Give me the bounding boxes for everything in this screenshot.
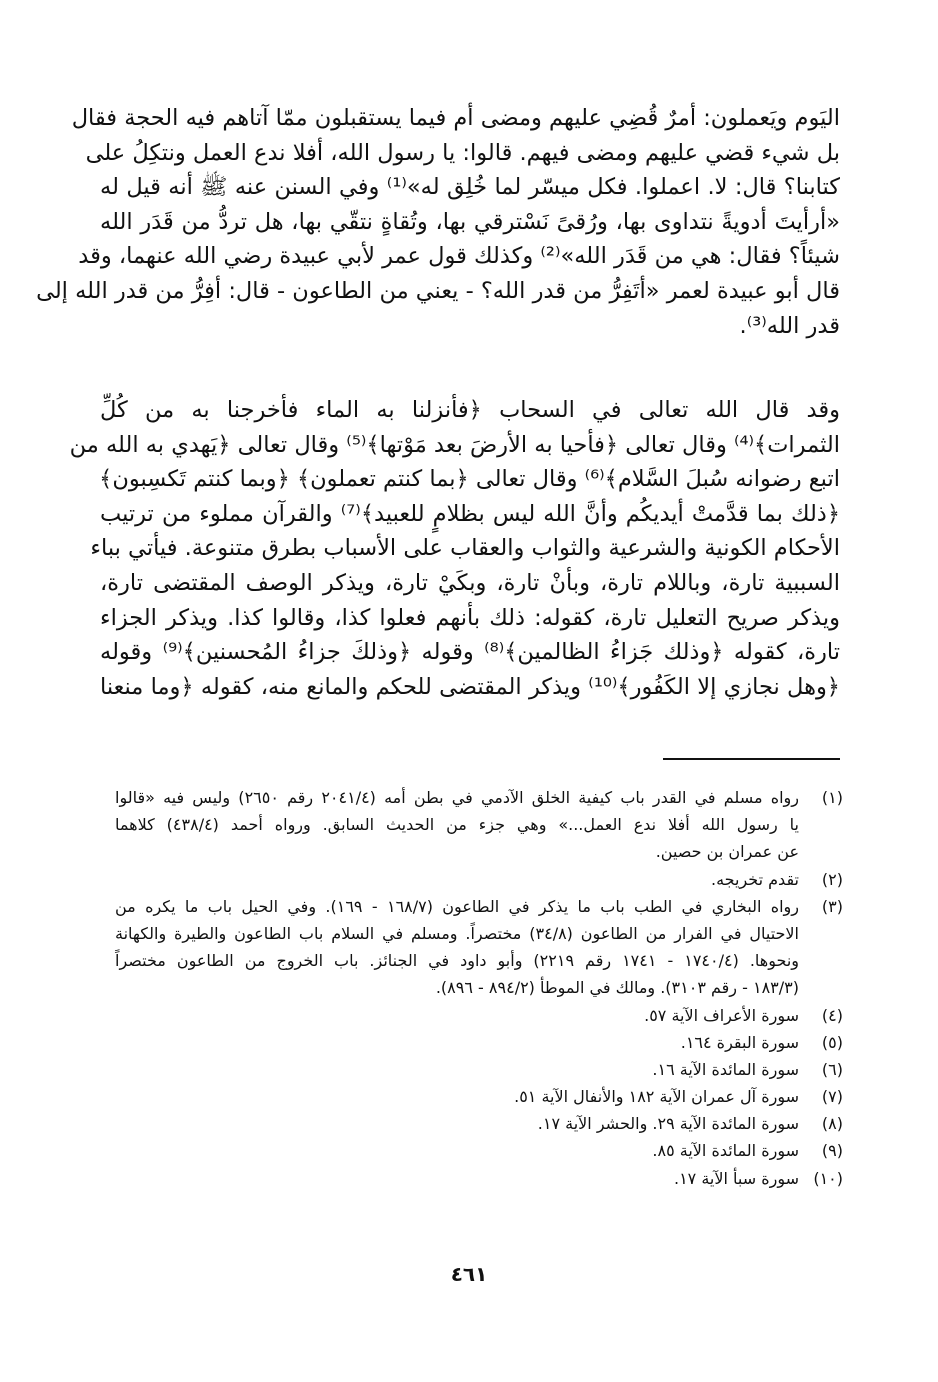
body-paragraph-1 bbox=[36, 101, 840, 343]
text-line: ويذكر صريح التعليل تارة، كقوله: ذلك بأنهم فعلوا كذا، وقالوا كذا. ويذكر الجزاء bbox=[100, 604, 840, 631]
footnote-line: سورة الأعراف الآية ٥٧. bbox=[644, 1005, 799, 1025]
footnote-line: ونحوها. (١٧٤٠/٤ - ١٧٤١ رقم ٢٢١٩) وأبو داود في الجنائز. باب الخروج من الطاعون مختصراً bbox=[115, 951, 800, 971]
text-line: قال أبو عبيدة لعمر «أتَفِرُّ من قدر الله؟ - يعني من الطاعون - قال: أفِرُّ من قدر الله إلى bbox=[36, 277, 840, 304]
text-line: الأحكام الكونية والشرعية والثواب والعقاب على الأسباب بطرق متنوعة. فيأتي بباء bbox=[90, 535, 840, 562]
text-line: اليَوم ويَعملون: أمرٌ قُضِي عليهم ومضى أم فيما يستقبلون ممّا آتاهم فيه الحجة فقال bbox=[71, 105, 840, 131]
text-line: اتبع رضوانه سُبلَ السَّلام﴾⁽⁶⁾ وقال تعالى ﴿بما كنتم تعملون﴾ ﴿وبما كنتم تَكسِبون﴾ bbox=[99, 466, 840, 493]
footnote-number: (٧) bbox=[821, 1087, 843, 1107]
text-line: بل شيء قضي عليهم ومضى فيهم. قالوا: يا رسول الله، أفلا ندع العمل ونتكِلُ على bbox=[85, 139, 840, 166]
footnote-line: يا رسول الله أفلا ندع العمل...» وهي جزء من الحديث السابق. ورواه أحمد (٤٣٨/٤) كلاهما bbox=[115, 815, 799, 835]
footnote-1 bbox=[115, 784, 843, 866]
footnote-line: سورة المائدة الآية ٨٥. bbox=[652, 1141, 799, 1161]
footnote-number: (٣) bbox=[821, 896, 843, 916]
footnote-number: (٦) bbox=[821, 1059, 843, 1079]
footnote-line: سورة المائدة الآية ٢٩. والحشر الآية ١٧. bbox=[537, 1114, 799, 1134]
text-line: ﴿ذلك بما قدَّمتْ أيديكُم وأنَّ الله ليس بظلامٍ للعبيد﴾⁽⁷⁾ والقرآن مملوء من ترتيب bbox=[100, 500, 840, 527]
footnote-3 bbox=[115, 893, 843, 1002]
footnote-number: (٥) bbox=[821, 1032, 843, 1052]
text-line: ﴿وهل نجازي إلا الكَفُور﴾⁽¹⁰⁾ ويذكر المقتضى للحكم والمانع منه، كقوله ﴿وما منعنا bbox=[100, 673, 840, 700]
footnote-number: (١) bbox=[821, 788, 843, 807]
page-number: ٤٦١ bbox=[450, 1262, 488, 1286]
text-line: قدر الله⁽³⁾. bbox=[739, 312, 840, 339]
footnote-9 bbox=[115, 1137, 843, 1164]
footnote-number: (٢) bbox=[821, 869, 843, 889]
footnote-separator bbox=[663, 758, 840, 760]
text-line: السببية تارة، وباللام تارة، وبأنْ تارة، وبكَيْ تارة، ويذكر الوصف المقتضى تارة، bbox=[100, 569, 840, 596]
footnote-number: (١٠) bbox=[813, 1168, 843, 1188]
footnote-10 bbox=[115, 1165, 843, 1192]
footnote-line: تقدم تخريجه. bbox=[711, 869, 799, 889]
footnote-number: (٤) bbox=[821, 1005, 843, 1025]
footnote-line: الاحتيال في الفرار من الطاعون (٣٤/٨) مختصراً. ومسلم في السلام باب الطاعون والطيرة والكهانة bbox=[115, 923, 799, 943]
footnote-line: سورة البقرة ١٦٤. bbox=[680, 1032, 799, 1052]
footnote-number: (٩) bbox=[821, 1141, 843, 1161]
footnote-line: سورة المائدة الآية ١٦. bbox=[652, 1059, 799, 1079]
footnote-5 bbox=[115, 1029, 843, 1056]
footnote-line: (١٨٣/٣ - رقم ٣١٠٣). ومالك في الموطأ (٨٩٤/٢ - ٨٩٦). bbox=[435, 978, 799, 998]
text-line: وقد قال الله تعالى في السحاب ﴿فأنزلنا به الماء فأخرجنا به من كُلِّ bbox=[100, 397, 840, 423]
footnote-6 bbox=[115, 1056, 843, 1083]
text-line: «أرأيتَ أدويةً نتداوى بها، ورُقىً نَسْترقي بها، وتُقاةٍ نتقّي بها، هل تردُّ من قَدَر الله bbox=[100, 208, 840, 235]
footnote-7 bbox=[115, 1083, 843, 1110]
body-paragraph-2 bbox=[69, 393, 840, 704]
footnotes bbox=[115, 784, 843, 1192]
footnote-2 bbox=[115, 866, 843, 893]
text-line: تارة، كقوله ﴿وذلك جَزاءُ الظالمين﴾⁽⁸⁾ وقوله ﴿وذلكَ جزاءُ المُحسنين﴾⁽⁹⁾ وقوله bbox=[100, 639, 840, 666]
text-line: الثمرات﴾⁽⁴⁾ وقال تعالى ﴿فأحيا به الأرضَ بعد مَوْتها﴾⁽⁵⁾ وقال تعالى ﴿يَهدي به الله من bbox=[69, 431, 840, 458]
footnote-line: عن عمران بن حصين. bbox=[655, 842, 799, 862]
footnote-line: رواه البخاري في الطب باب ما يذكر في الطاعون (١٦٨/٧ - ١٦٩). وفي الحيل باب ما يكره من bbox=[115, 896, 800, 916]
text-line: كتابنا؟ قال: لا. اعملوا. فكل ميسّر لما خُلِق له»⁽¹⁾ وفي السنن عنه ﷺ أنه قيل له bbox=[100, 174, 840, 201]
footnote-line: سورة آل عمران الآية ١٨٢ والأنفال الآية ٥١. bbox=[514, 1087, 799, 1107]
footnote-4 bbox=[115, 1002, 843, 1029]
text-line: شيئاً؟ فقال: هي من قَدَر الله»⁽²⁾ وكذلك قول عمر لأبي عبيدة رضي الله عنهما، وقد bbox=[78, 243, 840, 270]
footnote-line: رواه مسلم في القدر باب كيفية الخلق الآدمي في بطن أمه (٢٠٤١/٤ رقم ٢٦٥٠) وليس فيه «قالوا bbox=[115, 788, 800, 807]
footnote-8 bbox=[115, 1110, 843, 1137]
footnote-line: سورة سبأ الآية ١٧. bbox=[673, 1168, 799, 1188]
footnote-number: (٨) bbox=[821, 1114, 843, 1134]
